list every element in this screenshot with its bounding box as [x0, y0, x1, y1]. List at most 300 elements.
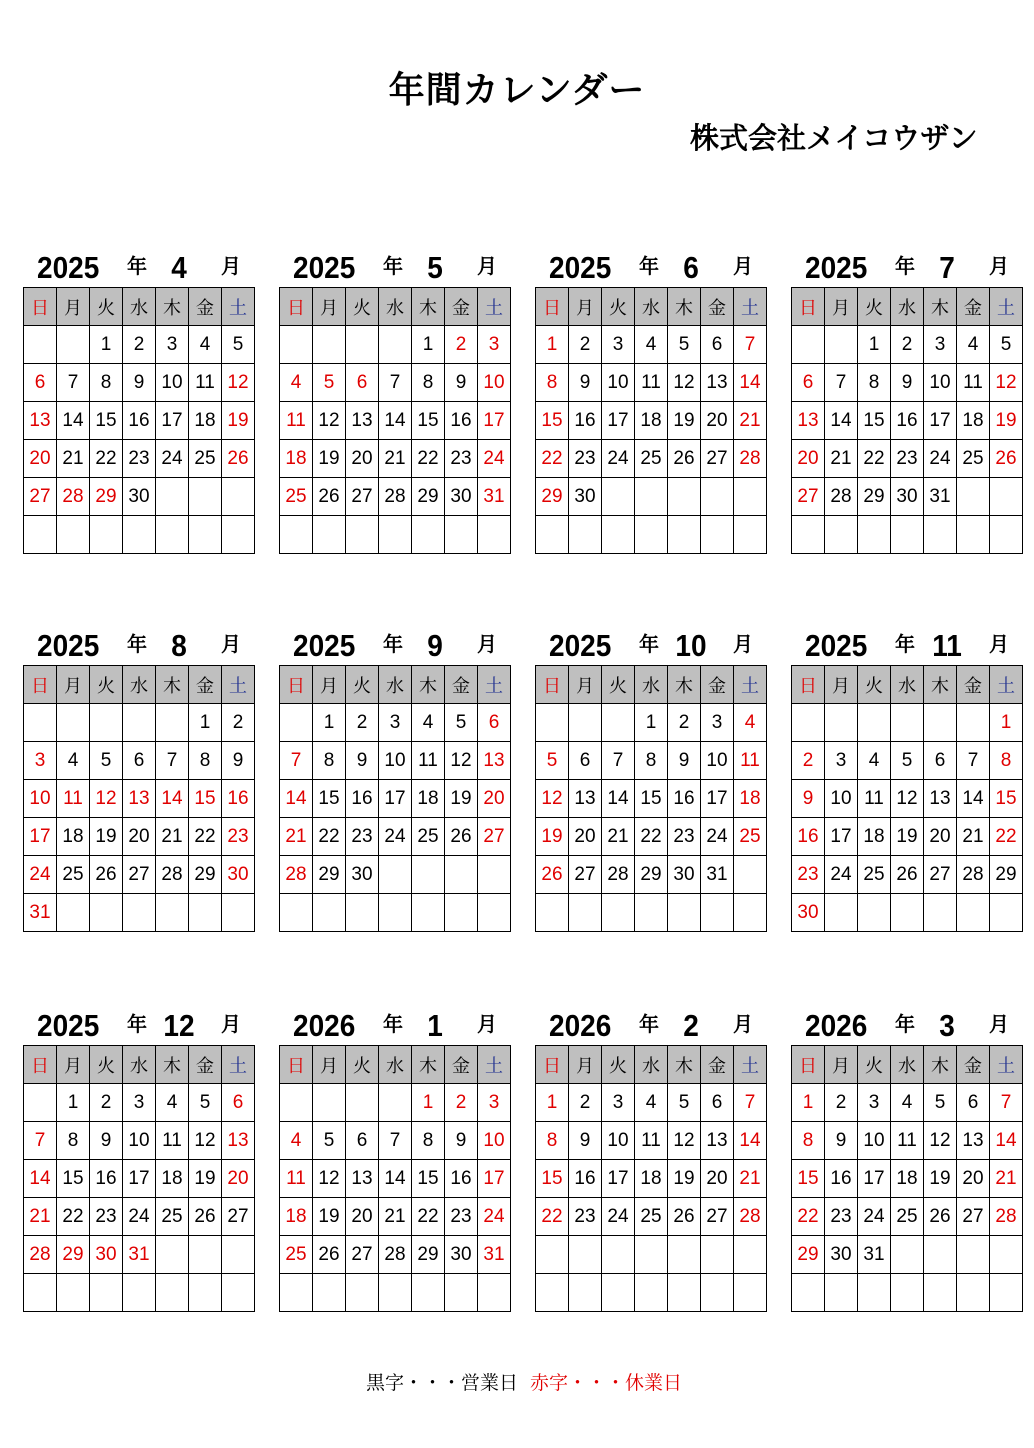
day-cell: 30	[569, 478, 602, 516]
month-table	[535, 665, 767, 932]
empty-cell	[346, 1274, 379, 1312]
day-cell: 24	[379, 818, 412, 856]
week-row	[280, 326, 511, 364]
day-cell: 26	[924, 1198, 957, 1236]
day-cell: 9	[891, 364, 924, 402]
empty-cell	[990, 894, 1023, 932]
day-cell: 16	[123, 402, 156, 440]
day-cell: 5	[189, 1084, 222, 1122]
day-cell: 5	[313, 1122, 346, 1160]
empty-cell	[569, 1274, 602, 1312]
day-cell: 9	[346, 742, 379, 780]
empty-cell	[734, 1274, 767, 1312]
day-cell: 6	[569, 742, 602, 780]
week-row	[280, 1274, 511, 1312]
weekday-header: 水	[379, 666, 412, 704]
week-row	[280, 1236, 511, 1274]
weekday-header: 日	[536, 288, 569, 326]
day-cell: 20	[701, 402, 734, 440]
week-row	[792, 1274, 1023, 1312]
day-cell: 17	[701, 780, 734, 818]
day-cell: 25	[189, 440, 222, 478]
day-cell: 7	[57, 364, 90, 402]
empty-cell	[478, 1274, 511, 1312]
day-cell: 7	[379, 364, 412, 402]
day-cell: 17	[123, 1160, 156, 1198]
day-cell: 29	[536, 478, 569, 516]
empty-cell	[957, 704, 990, 742]
weekday-header: 火	[346, 288, 379, 326]
week-row	[792, 478, 1023, 516]
empty-cell	[445, 856, 478, 894]
empty-cell	[990, 1274, 1023, 1312]
empty-cell	[412, 856, 445, 894]
week-row	[24, 780, 255, 818]
empty-cell	[280, 894, 313, 932]
weekday-header: 木	[412, 288, 445, 326]
day-cell: 15	[536, 402, 569, 440]
weekday-header-row	[24, 666, 255, 704]
empty-cell	[90, 894, 123, 932]
weekday-header: 月	[57, 666, 90, 704]
month-year: 2026	[549, 1008, 612, 1043]
month-number: 5	[427, 250, 443, 285]
month-suffix: 月	[733, 254, 753, 278]
day-cell: 31	[24, 894, 57, 932]
day-cell: 3	[825, 742, 858, 780]
month-header	[23, 250, 249, 286]
day-cell: 21	[734, 1160, 767, 1198]
day-cell: 20	[478, 780, 511, 818]
day-cell: 5	[536, 742, 569, 780]
day-cell: 16	[445, 402, 478, 440]
month-number: 11	[932, 628, 962, 663]
day-cell: 29	[189, 856, 222, 894]
day-cell: 3	[602, 1084, 635, 1122]
day-cell: 10	[123, 1122, 156, 1160]
day-cell: 4	[858, 742, 891, 780]
empty-cell	[990, 516, 1023, 554]
empty-cell	[156, 894, 189, 932]
day-cell: 18	[734, 780, 767, 818]
day-cell: 13	[346, 1160, 379, 1198]
day-cell: 6	[701, 326, 734, 364]
weekday-header: 日	[536, 1046, 569, 1084]
day-cell: 12	[924, 1122, 957, 1160]
day-cell: 26	[90, 856, 123, 894]
day-cell: 28	[156, 856, 189, 894]
month-suffix: 月	[221, 254, 241, 278]
week-row	[536, 704, 767, 742]
empty-cell	[313, 516, 346, 554]
day-cell: 3	[123, 1084, 156, 1122]
weekday-header: 火	[90, 666, 123, 704]
weekday-header-row	[792, 288, 1023, 326]
day-cell: 19	[445, 780, 478, 818]
day-cell: 3	[602, 326, 635, 364]
month-header	[279, 628, 505, 664]
day-cell: 31	[924, 478, 957, 516]
day-cell: 21	[379, 1198, 412, 1236]
empty-cell	[156, 704, 189, 742]
day-cell: 27	[701, 440, 734, 478]
day-cell: 6	[701, 1084, 734, 1122]
weekday-header: 火	[858, 666, 891, 704]
day-cell: 21	[990, 1160, 1023, 1198]
empty-cell	[123, 516, 156, 554]
day-cell: 29	[792, 1236, 825, 1274]
weekday-header: 金	[957, 1046, 990, 1084]
empty-cell	[957, 1236, 990, 1274]
week-row	[280, 440, 511, 478]
day-cell: 19	[668, 1160, 701, 1198]
day-cell: 5	[891, 742, 924, 780]
empty-cell	[734, 478, 767, 516]
empty-cell	[858, 1274, 891, 1312]
week-row	[792, 1236, 1023, 1274]
day-cell: 18	[635, 1160, 668, 1198]
day-cell: 7	[734, 326, 767, 364]
day-cell: 5	[313, 364, 346, 402]
month-header	[535, 1008, 761, 1044]
year-suffix: 年	[895, 1012, 915, 1036]
weekday-header: 日	[280, 288, 313, 326]
empty-cell	[536, 1274, 569, 1312]
empty-cell	[990, 478, 1023, 516]
day-cell: 9	[222, 742, 255, 780]
week-row	[792, 780, 1023, 818]
day-cell: 15	[57, 1160, 90, 1198]
day-cell: 13	[123, 780, 156, 818]
empty-cell	[346, 1084, 379, 1122]
empty-cell	[734, 516, 767, 554]
day-cell: 16	[792, 818, 825, 856]
empty-cell	[90, 704, 123, 742]
day-cell: 29	[412, 1236, 445, 1274]
day-cell: 24	[924, 440, 957, 478]
empty-cell	[858, 516, 891, 554]
day-cell: 13	[24, 402, 57, 440]
day-cell: 6	[222, 1084, 255, 1122]
day-cell: 4	[891, 1084, 924, 1122]
empty-cell	[602, 516, 635, 554]
day-cell: 27	[478, 818, 511, 856]
empty-cell	[924, 1236, 957, 1274]
weekday-header: 金	[445, 1046, 478, 1084]
weekday-header: 土	[222, 666, 255, 704]
empty-cell	[701, 894, 734, 932]
day-cell: 7	[825, 364, 858, 402]
weekday-header: 木	[156, 288, 189, 326]
day-cell: 4	[280, 364, 313, 402]
day-cell: 9	[123, 364, 156, 402]
day-cell: 9	[445, 1122, 478, 1160]
weekday-header-row	[536, 288, 767, 326]
day-cell: 17	[602, 1160, 635, 1198]
month-year: 2025	[805, 250, 868, 285]
empty-cell	[734, 856, 767, 894]
empty-cell	[825, 1274, 858, 1312]
week-row	[280, 894, 511, 932]
week-row	[24, 704, 255, 742]
day-cell: 8	[536, 1122, 569, 1160]
day-cell: 12	[891, 780, 924, 818]
day-cell: 10	[701, 742, 734, 780]
day-cell: 2	[445, 326, 478, 364]
day-cell: 27	[957, 1198, 990, 1236]
empty-cell	[280, 1084, 313, 1122]
week-row	[280, 780, 511, 818]
weekday-header: 月	[57, 288, 90, 326]
month-header	[791, 628, 1017, 664]
day-cell: 4	[156, 1084, 189, 1122]
day-cell: 23	[891, 440, 924, 478]
day-cell: 28	[825, 478, 858, 516]
day-cell: 22	[412, 440, 445, 478]
month-number: 1	[427, 1008, 443, 1043]
week-row	[536, 1084, 767, 1122]
day-cell: 14	[280, 780, 313, 818]
weekday-header: 木	[668, 288, 701, 326]
day-cell: 14	[379, 1160, 412, 1198]
day-cell: 18	[891, 1160, 924, 1198]
day-cell: 11	[156, 1122, 189, 1160]
day-cell: 10	[24, 780, 57, 818]
day-cell: 29	[313, 856, 346, 894]
month-number: 7	[939, 250, 955, 285]
empty-cell	[156, 1236, 189, 1274]
day-cell: 16	[668, 780, 701, 818]
empty-cell	[569, 1236, 602, 1274]
empty-cell	[924, 1274, 957, 1312]
month-calendar	[791, 628, 1017, 932]
day-cell: 23	[792, 856, 825, 894]
empty-cell	[792, 1274, 825, 1312]
week-row	[280, 1198, 511, 1236]
day-cell: 26	[536, 856, 569, 894]
month-table	[791, 665, 1023, 932]
day-cell: 16	[90, 1160, 123, 1198]
day-cell: 3	[478, 1084, 511, 1122]
day-cell: 6	[792, 364, 825, 402]
day-cell: 12	[445, 742, 478, 780]
weekday-header: 日	[792, 1046, 825, 1084]
empty-cell	[858, 704, 891, 742]
empty-cell	[825, 894, 858, 932]
day-cell: 24	[602, 440, 635, 478]
weekday-header: 金	[701, 1046, 734, 1084]
weekday-header: 水	[891, 666, 924, 704]
empty-cell	[957, 478, 990, 516]
empty-cell	[346, 516, 379, 554]
week-row	[24, 478, 255, 516]
day-cell: 6	[924, 742, 957, 780]
day-cell: 7	[24, 1122, 57, 1160]
day-cell: 31	[701, 856, 734, 894]
day-cell: 3	[924, 326, 957, 364]
day-cell: 7	[156, 742, 189, 780]
day-cell: 15	[536, 1160, 569, 1198]
day-cell: 20	[924, 818, 957, 856]
day-cell: 12	[536, 780, 569, 818]
month-table	[535, 1045, 767, 1312]
weekday-header: 水	[379, 288, 412, 326]
month-year: 2025	[549, 250, 612, 285]
empty-cell	[379, 1084, 412, 1122]
day-cell: 29	[412, 478, 445, 516]
month-table	[23, 665, 255, 932]
day-cell: 4	[189, 326, 222, 364]
weekday-header: 木	[924, 666, 957, 704]
week-row	[280, 478, 511, 516]
empty-cell	[222, 1274, 255, 1312]
week-row	[792, 704, 1023, 742]
empty-cell	[891, 704, 924, 742]
day-cell: 10	[924, 364, 957, 402]
empty-cell	[379, 856, 412, 894]
week-row	[536, 742, 767, 780]
weekday-header-row	[280, 666, 511, 704]
month-header	[535, 250, 761, 286]
empty-cell	[57, 516, 90, 554]
day-cell: 10	[602, 1122, 635, 1160]
empty-cell	[57, 1274, 90, 1312]
day-cell: 12	[90, 780, 123, 818]
empty-cell	[701, 1274, 734, 1312]
day-cell: 8	[313, 742, 346, 780]
day-cell: 26	[189, 1198, 222, 1236]
month-suffix: 月	[733, 1012, 753, 1036]
month-table	[23, 1045, 255, 1312]
week-row	[280, 704, 511, 742]
day-cell: 8	[412, 364, 445, 402]
day-cell: 12	[189, 1122, 222, 1160]
weekday-header: 金	[445, 288, 478, 326]
day-cell: 2	[222, 704, 255, 742]
empty-cell	[635, 894, 668, 932]
empty-cell	[602, 1236, 635, 1274]
day-cell: 15	[635, 780, 668, 818]
empty-cell	[189, 894, 222, 932]
day-cell: 26	[222, 440, 255, 478]
empty-cell	[57, 704, 90, 742]
month-calendar	[791, 250, 1017, 554]
day-cell: 16	[222, 780, 255, 818]
day-cell: 23	[825, 1198, 858, 1236]
day-cell: 8	[536, 364, 569, 402]
day-cell: 8	[858, 364, 891, 402]
weekday-header: 土	[478, 1046, 511, 1084]
day-cell: 1	[635, 704, 668, 742]
day-cell: 3	[379, 704, 412, 742]
weekday-header: 月	[825, 666, 858, 704]
day-cell: 17	[602, 402, 635, 440]
empty-cell	[57, 326, 90, 364]
day-cell: 24	[825, 856, 858, 894]
day-cell: 18	[412, 780, 445, 818]
day-cell: 5	[90, 742, 123, 780]
weekday-header: 木	[924, 1046, 957, 1084]
day-cell: 18	[858, 818, 891, 856]
day-cell: 18	[189, 402, 222, 440]
empty-cell	[379, 1274, 412, 1312]
day-cell: 28	[57, 478, 90, 516]
month-year: 2025	[293, 628, 356, 663]
weekday-header-row	[792, 1046, 1023, 1084]
week-row	[792, 818, 1023, 856]
weekday-header: 木	[412, 666, 445, 704]
weekday-header: 土	[222, 288, 255, 326]
day-cell: 31	[858, 1236, 891, 1274]
day-cell: 20	[569, 818, 602, 856]
week-row	[536, 478, 767, 516]
weekday-header: 月	[569, 666, 602, 704]
week-row	[792, 856, 1023, 894]
week-row	[536, 402, 767, 440]
day-cell: 1	[792, 1084, 825, 1122]
week-row	[536, 1122, 767, 1160]
empty-cell	[346, 326, 379, 364]
day-cell: 9	[569, 364, 602, 402]
weekday-header: 水	[123, 288, 156, 326]
weekday-header-row	[792, 666, 1023, 704]
day-cell: 1	[412, 326, 445, 364]
day-cell: 13	[701, 364, 734, 402]
weekday-header: 日	[24, 666, 57, 704]
day-cell: 4	[635, 1084, 668, 1122]
week-row	[536, 780, 767, 818]
weekday-header: 日	[24, 1046, 57, 1084]
weekday-header: 火	[90, 1046, 123, 1084]
day-cell: 26	[313, 478, 346, 516]
day-cell: 25	[57, 856, 90, 894]
day-cell: 9	[569, 1122, 602, 1160]
month-number: 10	[675, 628, 707, 663]
week-row	[536, 516, 767, 554]
day-cell: 12	[668, 1122, 701, 1160]
weekday-header: 土	[478, 666, 511, 704]
weekday-header: 月	[313, 288, 346, 326]
weekday-header: 日	[792, 666, 825, 704]
day-cell: 31	[123, 1236, 156, 1274]
day-cell: 16	[891, 402, 924, 440]
day-cell: 21	[280, 818, 313, 856]
empty-cell	[346, 894, 379, 932]
weekday-header: 土	[990, 1046, 1023, 1084]
empty-cell	[536, 894, 569, 932]
month-number: 8	[171, 628, 187, 663]
day-cell: 25	[858, 856, 891, 894]
day-cell: 27	[346, 1236, 379, 1274]
day-cell: 21	[957, 818, 990, 856]
day-cell: 4	[734, 704, 767, 742]
empty-cell	[701, 516, 734, 554]
weekday-header: 木	[668, 666, 701, 704]
month-number: 9	[427, 628, 443, 663]
empty-cell	[635, 478, 668, 516]
day-cell: 2	[569, 326, 602, 364]
day-cell: 22	[858, 440, 891, 478]
day-cell: 15	[313, 780, 346, 818]
day-cell: 8	[57, 1122, 90, 1160]
day-cell: 26	[990, 440, 1023, 478]
weekday-header: 水	[891, 1046, 924, 1084]
day-cell: 1	[90, 326, 123, 364]
day-cell: 17	[825, 818, 858, 856]
day-cell: 18	[57, 818, 90, 856]
month-suffix: 月	[221, 632, 241, 656]
day-cell: 25	[734, 818, 767, 856]
